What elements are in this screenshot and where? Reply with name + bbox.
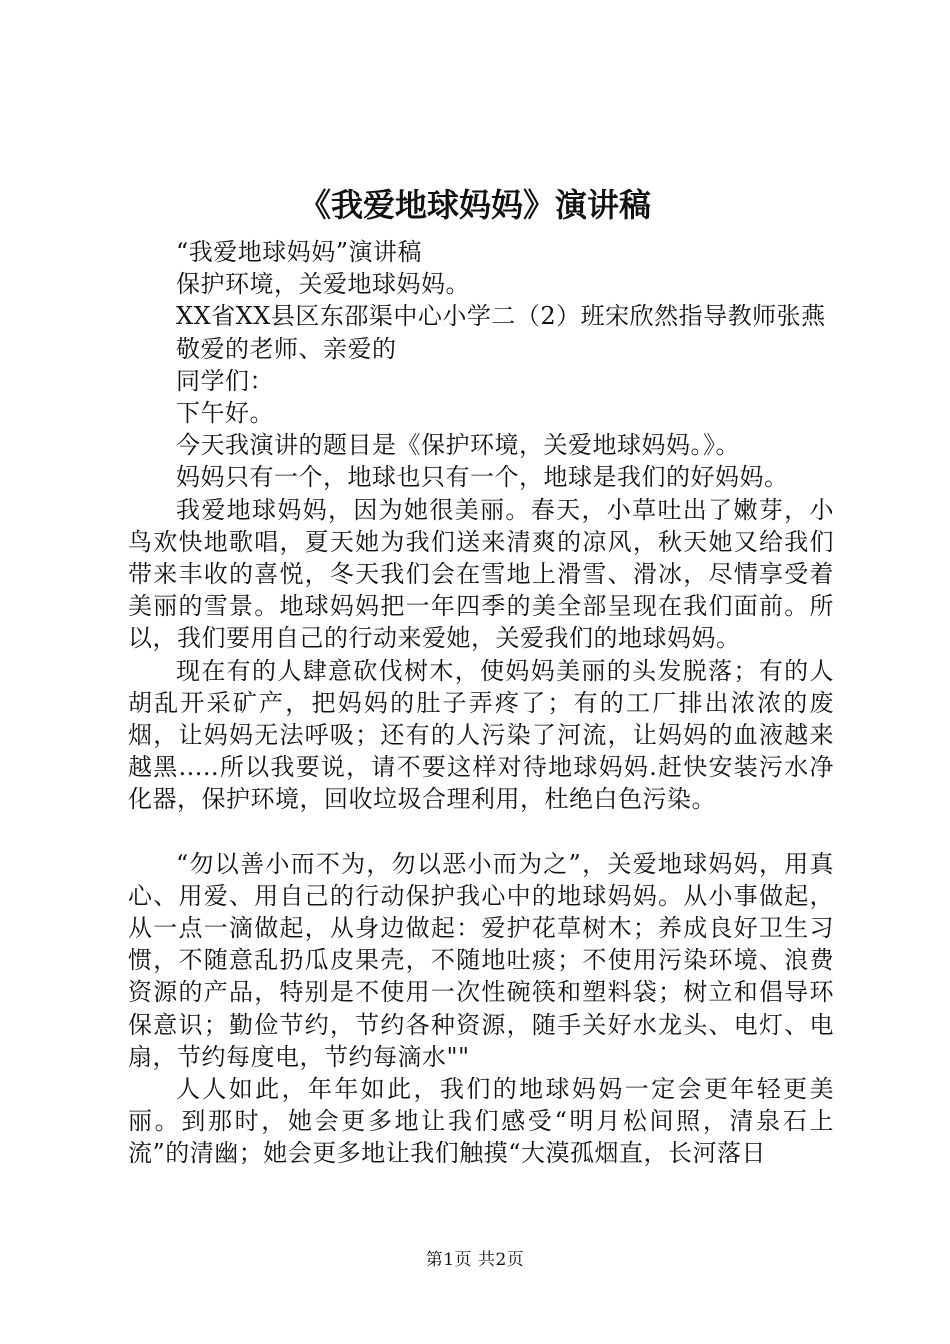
page-footer: 第1页 共2页 — [425, 1250, 525, 1270]
paragraph-greeting-teachers: 敬爱的老师、亲爱的 — [176, 334, 397, 363]
paragraph-pollution: 现在有的人肆意砍伐树木，使妈妈美丽的头发脱落；有的人胡乱开采矿产，把妈妈的肚子弄疼了；有的工厂排出浓浓的废烟，让妈妈无法呼吸；还有的人污染了河流，让妈妈的血液越来越黑.....所以我要说，请不要这样对待地球妈妈.赶快安装污水净化器，保护环境，回收垃圾合理利用，杜绝白色污染。 — [128, 656, 834, 814]
paragraph-action: “勿以善小而不为，勿以恶小而为之”，关爱地球妈妈，用真心、用爱、用自己的行动保护我心中的地球妈妈。从小事做起，从一点一滴做起，从身边做起：爱护花草树木；养成良好卫生习惯，不随意乱扔瓜皮果壳，不随地吐痰；不使用污染环境、浪费资源的产品，特别是不使用一次性碗筷和塑料袋；树立和倡导环保意识；勤俭节约，节约各种资源，随手关好水龙头、电灯、电扇，节约每度电，节约每滴水"" — [128, 849, 834, 1071]
paragraph-one-mother: 妈妈只有一个，地球也只有一个，地球是我们的好妈妈。 — [176, 463, 789, 492]
document-title: 《我爱地球妈妈》演讲稿 — [298, 186, 651, 224]
paragraph-greeting-students: 同学们： — [176, 366, 274, 395]
paragraph-good-afternoon: 下午好。 — [176, 399, 274, 428]
paragraph-topic: 今天我演讲的题目是《保护环境，关爱地球妈妈。》。 — [176, 431, 740, 460]
paragraph-future: 人人如此，年年如此，我们的地球妈妈一定会更年轻更美丽。到那时，她会更多地让我们感受“明月松间照，清泉石上流”的清幽；她会更多地让我们触摸“大漠孤烟直，长河落日 — [128, 1075, 834, 1168]
document-body — [128, 236, 834, 1170]
paragraph-theme: 保护环境，关爱地球妈妈。 — [176, 270, 470, 299]
paragraph-author: XX省XX县区东邵渠中心小学二（2）班宋欣然指导教师张燕 — [176, 302, 826, 331]
paragraph-subtitle: “我爱地球妈妈”演讲稿 — [176, 238, 423, 266]
paragraph-beautiful-earth: 我爱地球妈妈，因为她很美丽。春天，小草吐出了嫩芽，小鸟欢快地歌唱，夏天她为我们送来清爽的凉风，秋天她又给我们带来丰收的喜悦，冬天我们会在雪地上滑雪、滑冰，尽情享受着美丽的雪景。地球妈妈把一年四季的美全部呈现在我们面前。所以，我们要用自己的行动来爱她，关爱我们的地球妈妈。 — [128, 495, 834, 653]
